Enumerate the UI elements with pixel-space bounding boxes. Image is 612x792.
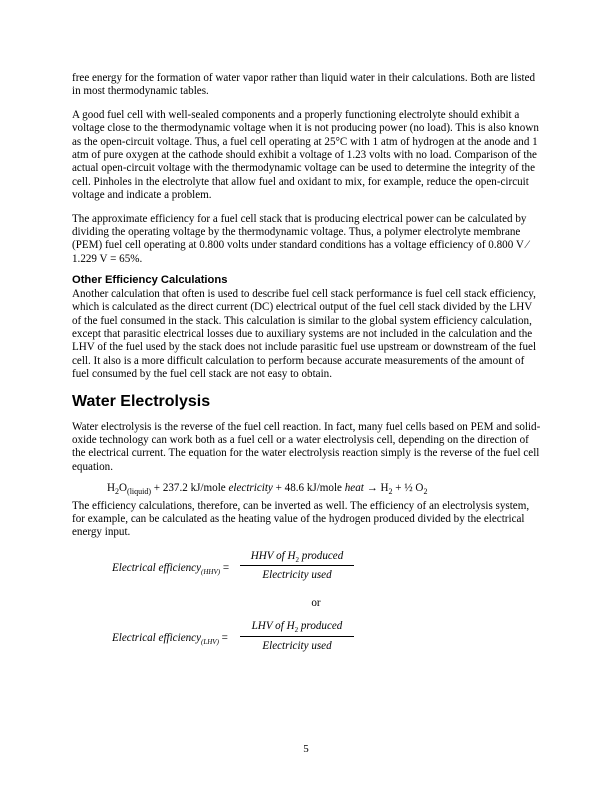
formula-hhv-denominator: Electricity used: [240, 565, 354, 582]
paragraph-efficiency-inverted: The efficiency calculations, therefore, can be inverted as well. The efficiency of an electrolysis system, for example, can be calculated as the heating value of the hydrogen produced divided by the electrical energy input.: [72, 499, 530, 539]
paragraph-voltage-efficiency: The approximate efficiency for a fuel cell stack that is producing electrical power can be calculated by dividing the operating voltage by the thermodynamic voltage. Thus, a polymer electrolyte membrane (PEM) fuel cell operating at 0.800 volts under standard conditions has a voltage efficiency of 0.800 V ⁄ 1.229 V = 65%.: [72, 212, 529, 265]
page-number: 5: [303, 743, 309, 755]
heading-water-electrolysis: Water Electrolysis: [72, 392, 211, 410]
document-body: [72, 72, 542, 664]
formula-lhv-label: Electrical efficiency$_{(LHV)}$ =: [112, 632, 228, 647]
formula-lhv-denominator: Electricity used: [240, 636, 354, 653]
electrolysis-equation: $H_2O_{(liquid)} + 237.2$ kJ/mole electricity + 48.6 kJ/mole heat → $H_2$ + ½ $O_2$: [107, 482, 428, 497]
paragraph-free-energy: free energy for the formation of water vapor rather than liquid water in their calculations. Both are listed in most thermodynamic tables.: [72, 72, 536, 98]
formula-efficiency-hhv: [72, 550, 542, 594]
formula-lhv-fraction: [240, 620, 354, 653]
heading-other-efficiency: Other Efficiency Calculations: [72, 274, 228, 287]
paragraph-open-circuit-voltage: A good fuel cell with well-sealed components and a properly functioning electrolyte should exhibit a voltage close to the thermodynamic voltage when it is not producing power (no load). This is also known as the open-circuit voltage. Thus, a fuel cell operating at 25°C with 1 atm of hydrogen at the anode and 1 atm of pure oxygen at the cathode should exhibit a voltage of 1.23 volts with no load. Comparison of the actual open-circuit voltage with the thermodynamic voltage can be used to determine the integrity of the cell. Pinholes in the electrolyte that allow fuel and oxidant to mix, for example, reduce the open-circuit voltage and indicate a problem.: [72, 108, 539, 202]
formula-efficiency-lhv: [72, 620, 542, 664]
formula-hhv-fraction: [240, 550, 354, 583]
paragraph-stack-efficiency: Another calculation that often is used to describe fuel cell stack performance is fuel cell stack efficiency, which is calculated as the direct current (DC) electrical output of the fuel cell stack divided by the LHV of the fuel consumed in the stack. This calculation is similar to the global system efficiency calculation, except that parasitic electrical losses due to auxiliary systems are not included in the calculation and the LHV of the fuel used by the stack does not include parasitic fuel use upstream or downstream of the fuel cell. It also is a more difficult calculation to perform because accurate measurements of the amount of fuel consumed by the fuel cell stack are not easy to obtain.: [72, 287, 537, 381]
paragraph-electrolysis-intro: Water electrolysis is the reverse of the fuel cell reaction. In fact, many fuel cells based on PEM and solid-oxide technology can work both as a fuel cell or a water electrolysis cell, depending on the direction of the electrical current. The equation for the water electrolysis reaction simply is the reverse of the fuel cell equation.: [72, 420, 541, 473]
formula-hhv-label: Electrical efficiency$_{(HHV)}$ =: [112, 561, 230, 576]
or-separator: or: [311, 596, 321, 609]
formula-hhv-numerator: HHV of $H_2$ produced: [250, 549, 344, 564]
formula-lhv-numerator: LHV of $H_2$ produced: [251, 620, 343, 635]
